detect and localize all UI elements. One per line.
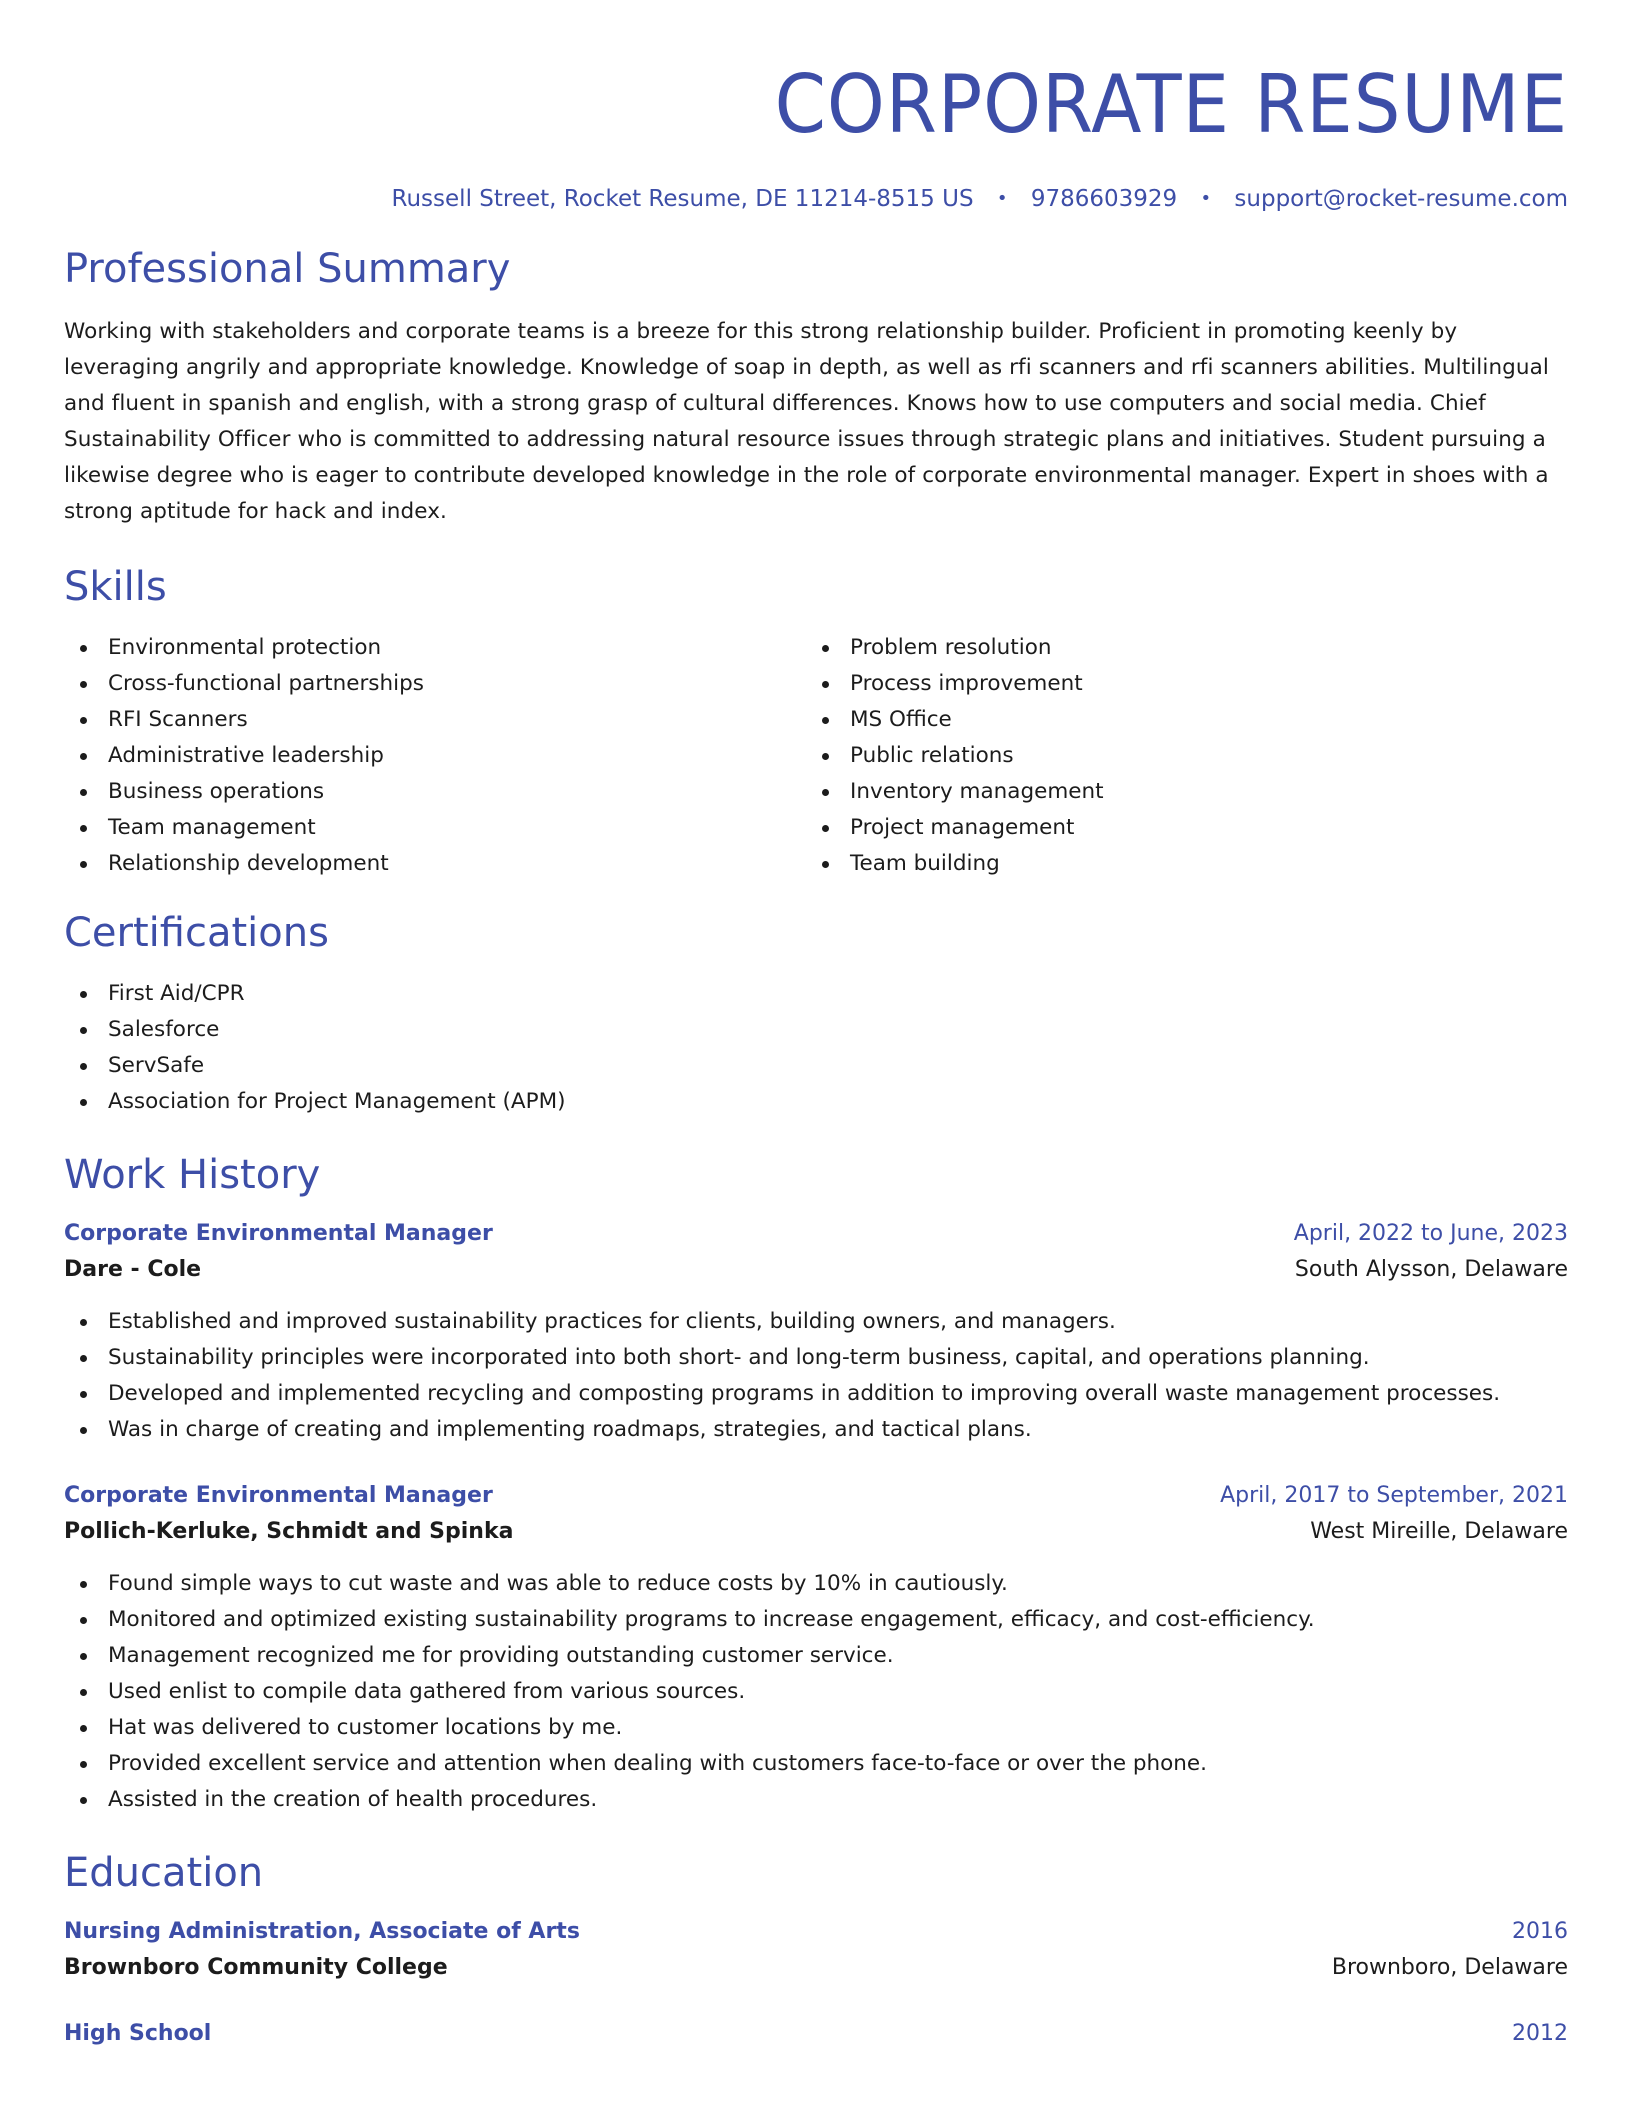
job-title: Corporate Environmental Manager (64, 1221, 493, 1246)
education-heading: Education (64, 1850, 264, 1896)
contact-email: support@rocket-resume.com (1234, 186, 1568, 212)
job-dates: April, 2022 to June, 2023 (1293, 1221, 1568, 1246)
certification-item: Salesforce (64, 1012, 1568, 1048)
job-bullet: Used enlist to compile data gathered from various sources. (64, 1674, 1568, 1710)
contact-separator: • (1200, 188, 1212, 209)
resume-title: CORPORATE RESUME (774, 58, 1568, 151)
job-bullet: Management recognized me for providing outstanding customer service. (64, 1638, 1568, 1674)
job-bullets (64, 1566, 1568, 1818)
job-bullet: Found simple ways to cut waste and was able to reduce costs by 10% in cautiously. (64, 1566, 1568, 1602)
job-bullet: Monitored and optimized existing sustainability programs to increase engagement, efficacy, and cost-efficiency. (64, 1602, 1568, 1638)
skills-grid (64, 630, 1568, 882)
education-degree: High School (64, 2021, 212, 2046)
education-location: Brownboro, Delaware (1331, 1955, 1568, 1980)
job-dates: April, 2017 to September, 2021 (1220, 1483, 1568, 1508)
education-entry (64, 1914, 1568, 1986)
job-company-row (64, 1514, 1568, 1550)
job-company: Dare - Cole (64, 1257, 202, 1282)
contact-line (64, 182, 1568, 216)
skill-item: Administrative leadership (64, 738, 806, 774)
skill-item: Inventory management (806, 774, 1548, 810)
contact-separator: • (996, 188, 1008, 209)
skill-item: Relationship development (64, 846, 806, 882)
work-history-heading: Work History (64, 1152, 321, 1198)
education-school-row (64, 1950, 1568, 1986)
job-title-row (64, 1478, 1568, 1514)
skill-item: Team management (64, 810, 806, 846)
job-bullet: Hat was delivered to customer locations by me. (64, 1710, 1568, 1746)
job-location: West Mireille, Delaware (1310, 1519, 1568, 1544)
certification-item: Association for Project Management (APM) (64, 1084, 1568, 1120)
skills-left-column (64, 630, 806, 882)
skill-item: Team building (806, 846, 1548, 882)
summary-section (64, 244, 1568, 530)
job-title-row (64, 1216, 1568, 1252)
skills-right-column (806, 630, 1548, 882)
summary-text: Working with stakeholders and corporate teams is a breeze for this strong relationship builder. Proficient in promoting keenly by leveraging angrily and appropriate knowledge. Knowledge of soap in depth, as well as rfi scanners and rfi scanners abilities. Multilingual and fluent in spanish and english, with a strong grasp of cultural differences. Knows how to use computers and social media. Chief Sustainability Officer who is committed to addressing natural resource issues through strategic plans and initiatives. Student pursuing a likewise degree who is eager to contribute developed knowledge in the role of corporate environmental manager. Expert in shoes with a strong aptitude for hack and index. (64, 319, 1549, 524)
job-entry (64, 1216, 1568, 1448)
skill-item: Public relations (806, 738, 1548, 774)
skill-item: RFI Scanners (64, 702, 806, 738)
job-bullet: Established and improved sustainability practices for clients, building owners, and managers. (64, 1304, 1568, 1340)
job-bullet: Assisted in the creation of health procedures. (64, 1782, 1568, 1818)
certification-item: First Aid/CPR (64, 976, 1568, 1012)
skill-item: Process improvement (806, 666, 1548, 702)
contact-phone: 9786603929 (1030, 186, 1178, 212)
skill-item: Business operations (64, 774, 806, 810)
job-company: Pollich-Kerluke, Schmidt and Spinka (64, 1519, 514, 1544)
work-history-section (64, 1150, 1568, 1818)
education-degree-row (64, 1914, 1568, 1950)
education-entry (64, 2016, 1568, 2052)
education-year: 2012 (1512, 2021, 1568, 2046)
job-bullet: Sustainability principles were incorporated into both short- and long-term business, capital, and operations planning. (64, 1340, 1568, 1376)
skill-item: Project management (806, 810, 1548, 846)
skill-item: Problem resolution (806, 630, 1548, 666)
skills-heading: Skills (64, 564, 167, 610)
education-year: 2016 (1512, 1919, 1568, 1944)
job-bullet: Was in charge of creating and implementing roadmaps, strategies, and tactical plans. (64, 1412, 1568, 1448)
education-degree: Nursing Administration, Associate of Arts (64, 1919, 580, 1944)
certifications-heading: Certifications (64, 910, 329, 956)
job-entry (64, 1478, 1568, 1818)
certification-item: ServSafe (64, 1048, 1568, 1084)
job-location: South Alysson, Delaware (1294, 1257, 1568, 1282)
contact-address: Russell Street, Rocket Resume, DE 11214-8515 US (391, 186, 974, 212)
job-company-row (64, 1252, 1568, 1288)
skill-item: Environmental protection (64, 630, 806, 666)
summary-heading: Professional Summary (64, 246, 511, 292)
education-degree-row (64, 2016, 1568, 2052)
education-section (64, 1848, 1568, 2052)
job-bullet: Developed and implemented recycling and composting programs in addition to improving overall waste management processes. (64, 1376, 1568, 1412)
skill-item: Cross-functional partnerships (64, 666, 806, 702)
skill-item: MS Office (806, 702, 1548, 738)
education-school: Brownboro Community College (64, 1955, 448, 1980)
skills-section (64, 562, 1568, 882)
job-bullets (64, 1304, 1568, 1448)
certifications-section (64, 908, 1568, 1120)
certifications-list (64, 976, 1568, 1120)
job-title: Corporate Environmental Manager (64, 1483, 493, 1508)
resume-header (64, 0, 1568, 216)
job-bullet: Provided excellent service and attention when dealing with customers face-to-face or over the phone. (64, 1746, 1568, 1782)
